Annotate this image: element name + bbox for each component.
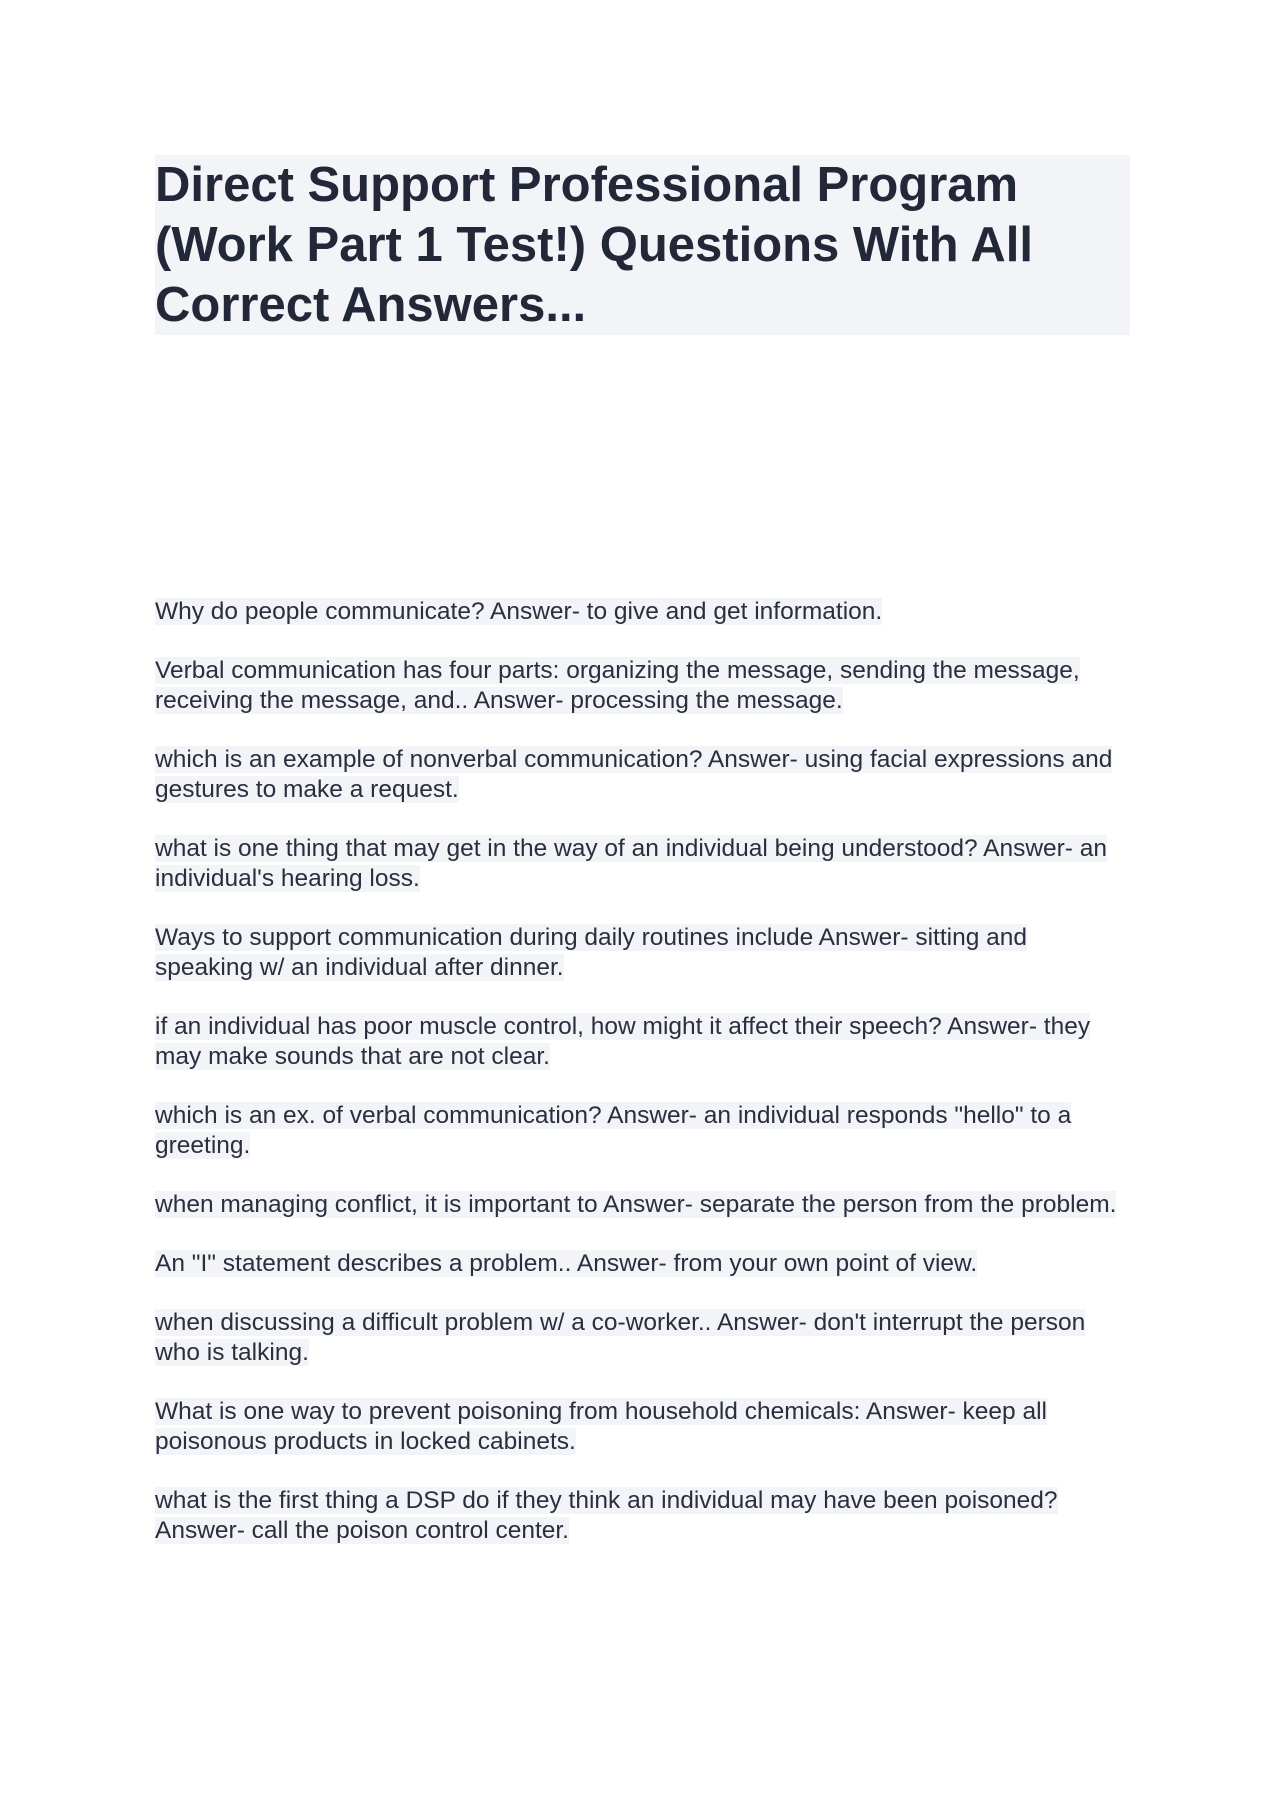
qa-item bbox=[155, 597, 1130, 627]
qa-text: An "I" statement describes a problem.. Answer- from your own point of view. bbox=[155, 1250, 978, 1277]
qa-item bbox=[155, 1486, 1130, 1546]
qa-text: when managing conflict, it is important to Answer- separate the person from the problem. bbox=[155, 1191, 1117, 1218]
qa-text: What is one way to prevent poisoning from household chemicals: Answer- keep all poisonous products in locked cabinets. bbox=[155, 1398, 1047, 1455]
qa-item bbox=[155, 1101, 1130, 1161]
qa-item bbox=[155, 834, 1130, 894]
document-title: Direct Support Professional Program (Work Part 1 Test!) Questions With All Correct Answers... bbox=[155, 155, 1130, 335]
qa-item bbox=[155, 1249, 1130, 1279]
qa-item bbox=[155, 656, 1130, 716]
qa-text: Ways to support communication during daily routines include Answer- sitting and speaking w/ an individual after dinner. bbox=[155, 924, 1027, 981]
qa-text: which is an ex. of verbal communication? Answer- an individual responds "hello" to a greeting. bbox=[155, 1102, 1072, 1159]
qa-list bbox=[155, 597, 1130, 1575]
qa-item bbox=[155, 1397, 1130, 1457]
qa-item bbox=[155, 1308, 1130, 1368]
qa-item bbox=[155, 1012, 1130, 1072]
qa-text: which is an example of nonverbal communication? Answer- using facial expressions and gestures to make a request. bbox=[155, 746, 1113, 803]
qa-item bbox=[155, 745, 1130, 805]
document-page bbox=[155, 155, 1130, 1544]
qa-text: Why do people communicate? Answer- to give and get information. bbox=[155, 598, 883, 625]
qa-text: when discussing a difficult problem w/ a co-worker.. Answer- don't interrupt the person who is talking. bbox=[155, 1309, 1086, 1366]
qa-item bbox=[155, 923, 1130, 983]
qa-text: Verbal communication has four parts: organizing the message, sending the message, receiving the message, and.. Answer- processing the message. bbox=[155, 657, 1080, 714]
qa-text: if an individual has poor muscle control, how might it affect their speech? Answer- they may make sounds that are not clear. bbox=[155, 1013, 1091, 1070]
qa-text: what is one thing that may get in the way of an individual being understood? Answer- an individual's hearing loss. bbox=[155, 835, 1108, 892]
qa-text: what is the first thing a DSP do if they think an individual may have been poisoned? Answer- call the poison control center. bbox=[155, 1487, 1058, 1544]
qa-item bbox=[155, 1190, 1130, 1220]
